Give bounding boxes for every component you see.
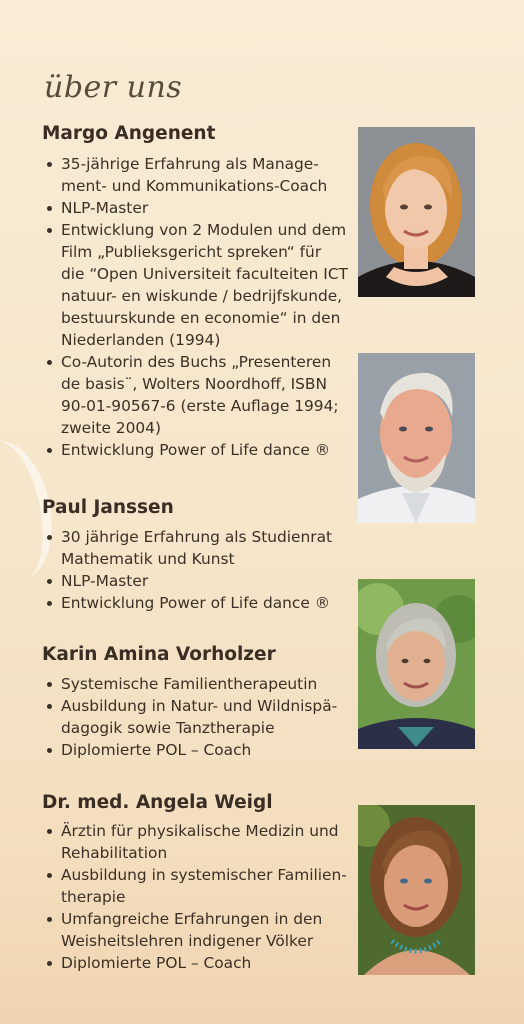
portrait-photo-margo-angenent xyxy=(358,127,475,297)
bio-list-karin-amina-vorholzer xyxy=(44,673,354,761)
bio-item: 30 jährige Erfahrung als Studienrat Mathematik und Kunst xyxy=(44,526,354,570)
bio-item: Diplomierte POL – Coach xyxy=(44,739,354,761)
bio-item: Systemische Familientherapeutin xyxy=(44,673,354,695)
person-name-karin-amina-vorholzer: Karin Amina Vorholzer xyxy=(42,644,276,665)
person-name-paul-janssen: Paul Janssen xyxy=(42,497,174,518)
bio-item: 35-jährige Erfahrung als Manage- ment- und Kommunikations-Coach xyxy=(44,153,354,197)
person-name-angela-weigl: Dr. med. Angela Weigl xyxy=(42,792,273,813)
bio-item: Entwicklung Power of Life dance ® xyxy=(44,592,354,614)
bio-item: Diplomierte POL – Coach xyxy=(44,952,354,974)
bio-list-angela-weigl xyxy=(44,820,354,974)
bio-item: Entwicklung von 2 Modulen und dem Film „Publieksgericht spreken“ für die “Open Universiteit faculteiten ICT natuur- en wiskunde / bedrijfskunde, bestuurskunde en economie“ in den Niederlanden (1994) xyxy=(44,219,354,351)
bio-item: Umfangreiche Erfahrungen in den Weisheitslehren indigener Völker xyxy=(44,908,354,952)
portrait-photo-paul-janssen xyxy=(358,353,475,523)
bio-list-margo-angenent xyxy=(44,153,354,461)
bio-item: Ausbildung in Natur- und Wildnispä- dagogik sowie Tanztherapie xyxy=(44,695,354,739)
bio-item: Entwicklung Power of Life dance ® xyxy=(44,439,354,461)
bio-item: Ärztin für physikalische Medizin und Rehabilitation xyxy=(44,820,354,864)
bio-item: NLP-Master xyxy=(44,570,354,592)
bio-item: NLP-Master xyxy=(44,197,354,219)
page-title: über uns xyxy=(44,70,183,105)
bio-item: Co-Autorin des Buchs „Presenteren de basis¨, Wolters Noordhoff, ISBN 90-01-90567-6 (erste Auflage 1994; zweite 2004) xyxy=(44,351,354,439)
person-name-margo-angenent: Margo Angenent xyxy=(42,123,216,144)
portrait-photo-angela-weigl xyxy=(358,805,475,975)
bio-item: Ausbildung in systemischer Familien- therapie xyxy=(44,864,354,908)
bio-list-paul-janssen xyxy=(44,526,354,614)
portrait-photo-karin-amina-vorholzer xyxy=(358,579,475,749)
